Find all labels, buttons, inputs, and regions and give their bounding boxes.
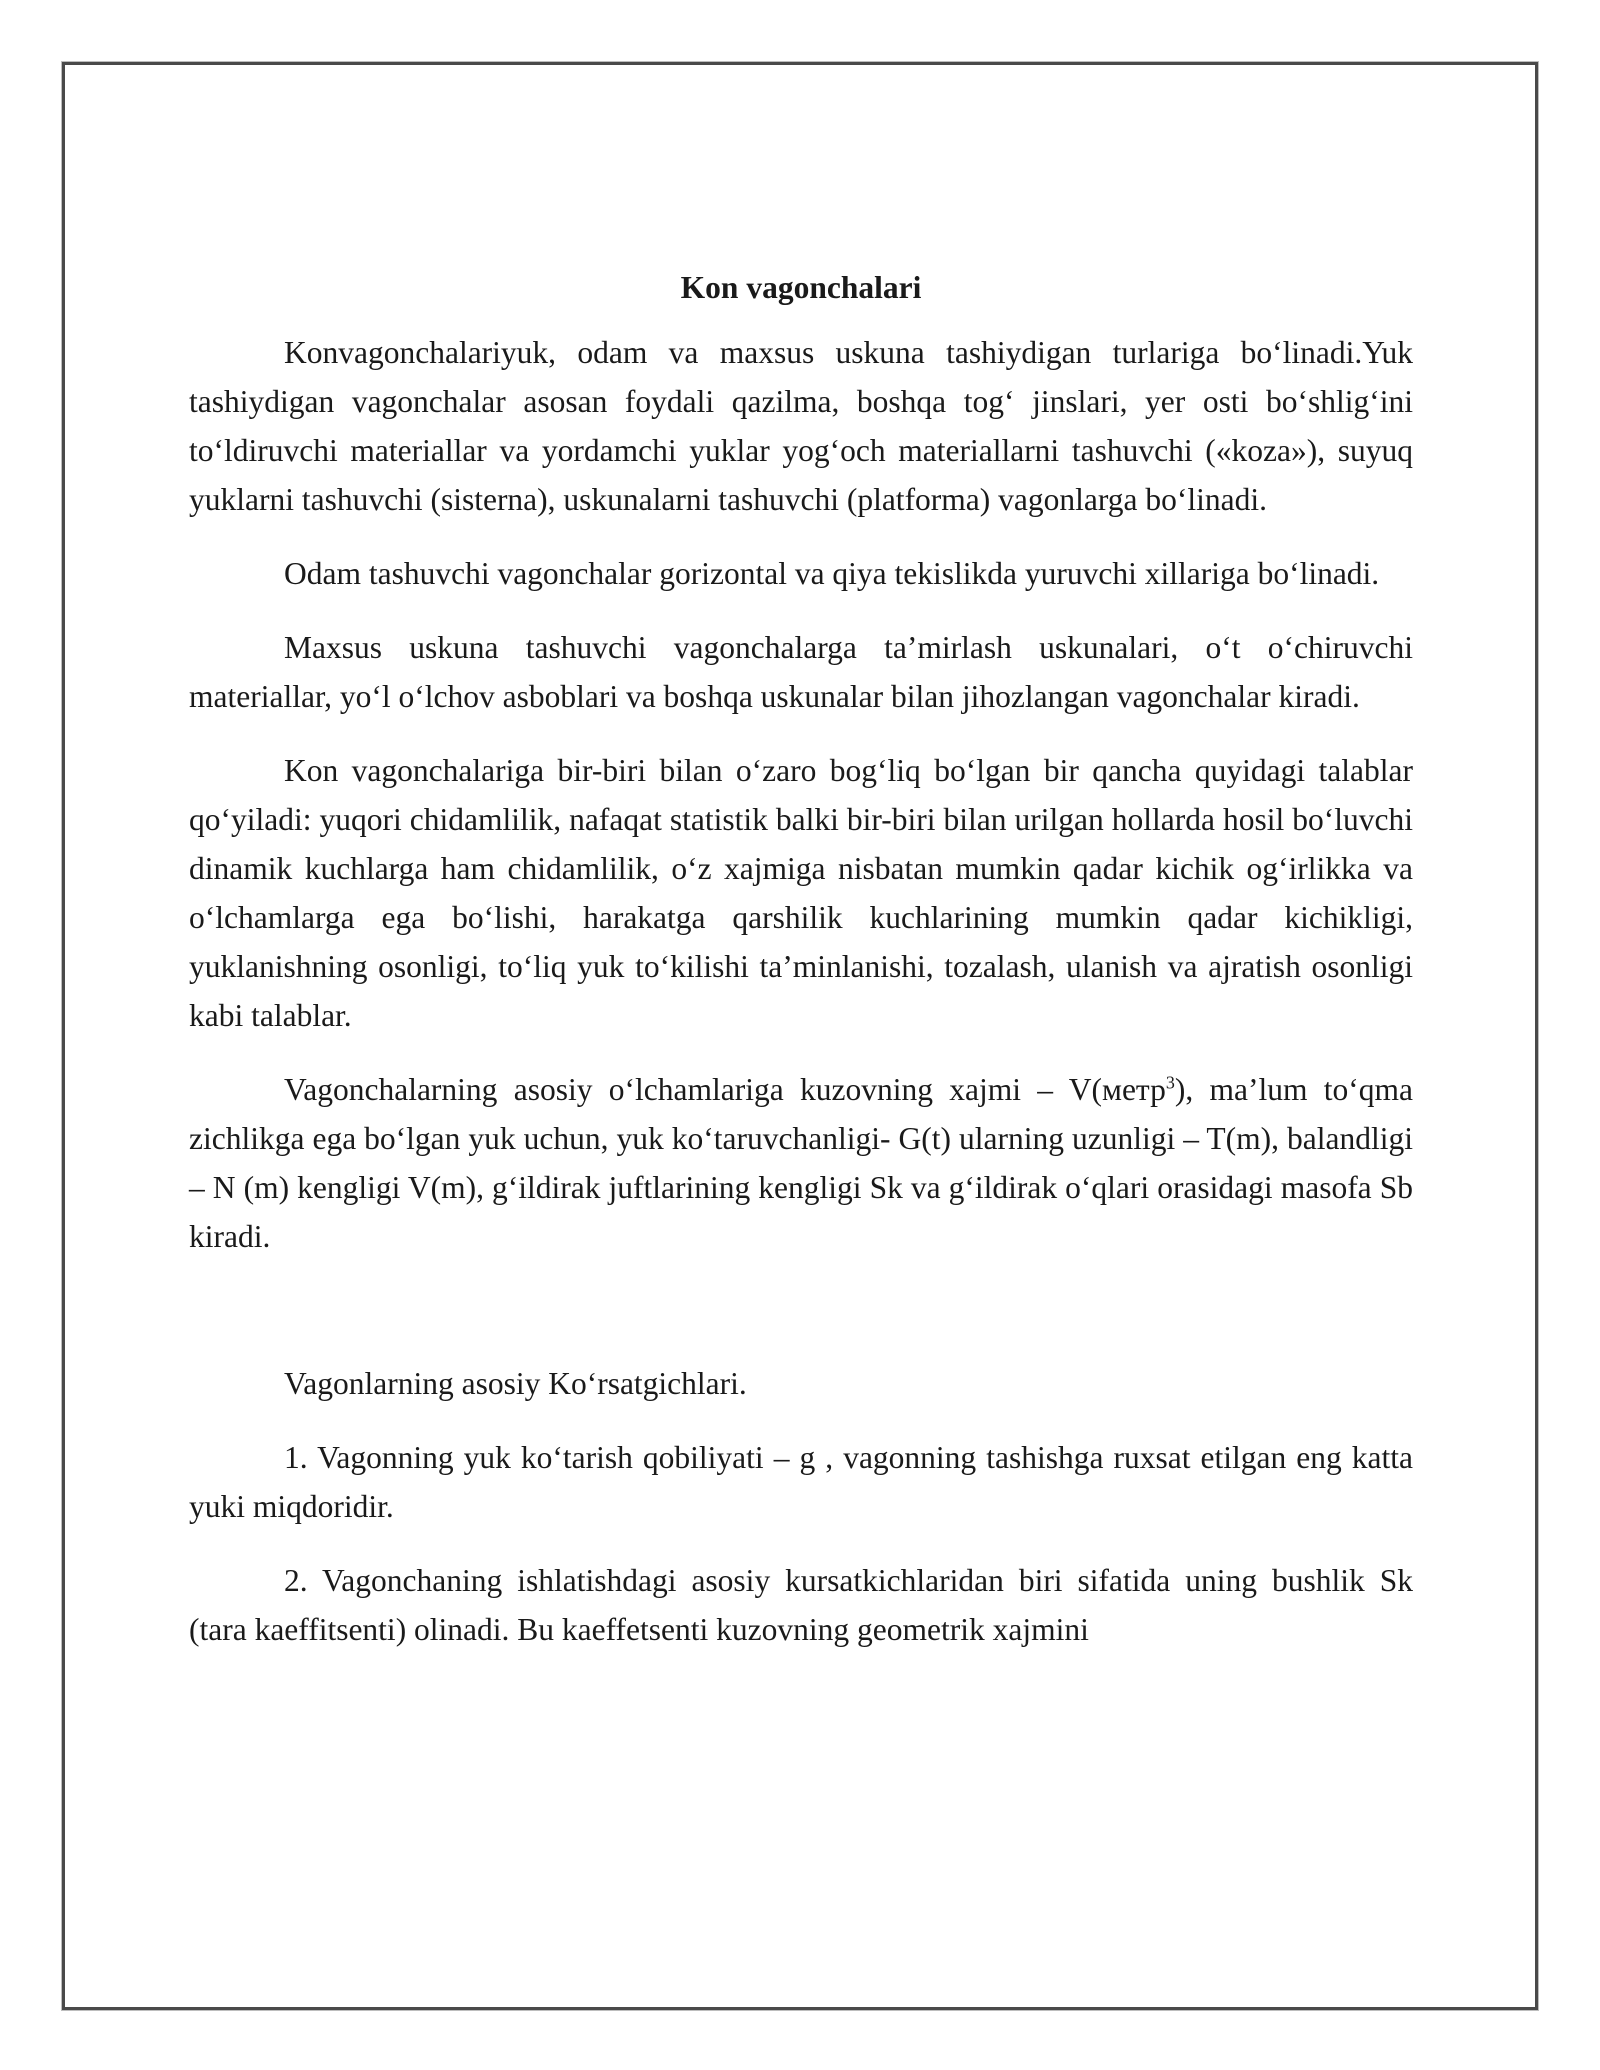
dimensions-text-start: Vagonchalarning asosiy oʻlchamlariga kuzovning xajmi – V(метр: [284, 1072, 1166, 1107]
paragraph-types: Konvagonchalariyuk, odam va maxsus uskuna tashiydigan turlariga boʻlinadi.Yuk tashiydigan vagonchalar asosan foydali qazilma, boshqa togʻ jinslari, yer osti boʻshligʻini toʻldiruvchi materiallar va yordamchi yuklar yogʻoch materiallarni tashuvchi («koza»), suyuq yuklarni tashuvchi (sisterna), uskunalarni tashuvchi (platforma) vagonlarga boʻlinadi.: [189, 335, 1413, 517]
document-title: Kon vagonchalari: [680, 270, 922, 305]
section-heading: Vagonlarning asosiy Koʻrsatgichlari.: [284, 1366, 747, 1401]
paragraph-passenger-cars: Odam tashuvchi vagonchalar gorizontal va qiya tekislikda yuruvchi xillariga boʻlinadi.: [284, 556, 1380, 591]
cubic-superscript: 3: [1165, 1072, 1175, 1093]
list-item: 1. Vagonning yuk koʻtarish qobiliyati – g , vagonning tashishga ruxsat etilgan eng katta yuki miqdoridir.: [189, 1440, 1413, 1524]
list-item: 2. Vagonchaning ishlatishdagi asosiy kursatkichlaridan biri sifatida uning bushlik Sk (tara kaeffitsenti) olinadi. Bu kaeffetsenti kuzovning geometrik xajmini: [189, 1563, 1413, 1647]
document-body: [189, 263, 1413, 1679]
paragraph-special-cars: Maxsus uskuna tashuvchi vagonchalarga ta’mirlash uskunalari, oʻt oʻchiruvchi materiallar, yoʻl oʻlchov asboblari va boshqa uskunalar bilan jihozlangan vagonchalar kiradi.: [189, 630, 1413, 714]
paragraph-dimensions: [189, 1065, 1413, 1261]
paragraph-requirements: Kon vagonchalariga bir-biri bilan oʻzaro bogʻliq boʻlgan bir qancha quyidagi talablar qoʻyiladi: yuqori chidamlilik, nafaqat statistik balki bir-biri bilan urilgan hollarda hosil boʻluvchi dinamik kuchlarga ham chidamlilik, oʻz xajmiga nisbatan mumkin qadar kichik ogʻirlikka va oʻlchamlarga ega boʻlishi, harakatga qarshilik kuchlarining mumkin qadar kichikligi, yuklanishning osonligi, toʻliq yuk toʻkilishi ta’minlanishi, tozalash, ulanish va ajratish osonligi kabi talablar.: [189, 753, 1413, 1033]
dimensions-text-end: ), ma’lum toʻqma zichlikga ega boʻlgan yuk uchun, yuk koʻtaruvchanligi- G(t) ularning uzunligi – T(m), balandligi – N (m) kengligi V(m), gʻildirak juftlarining kengligi Sk va gʻildirak oʻqlari orasidagi masofa Sb kiradi.: [189, 1072, 1413, 1254]
